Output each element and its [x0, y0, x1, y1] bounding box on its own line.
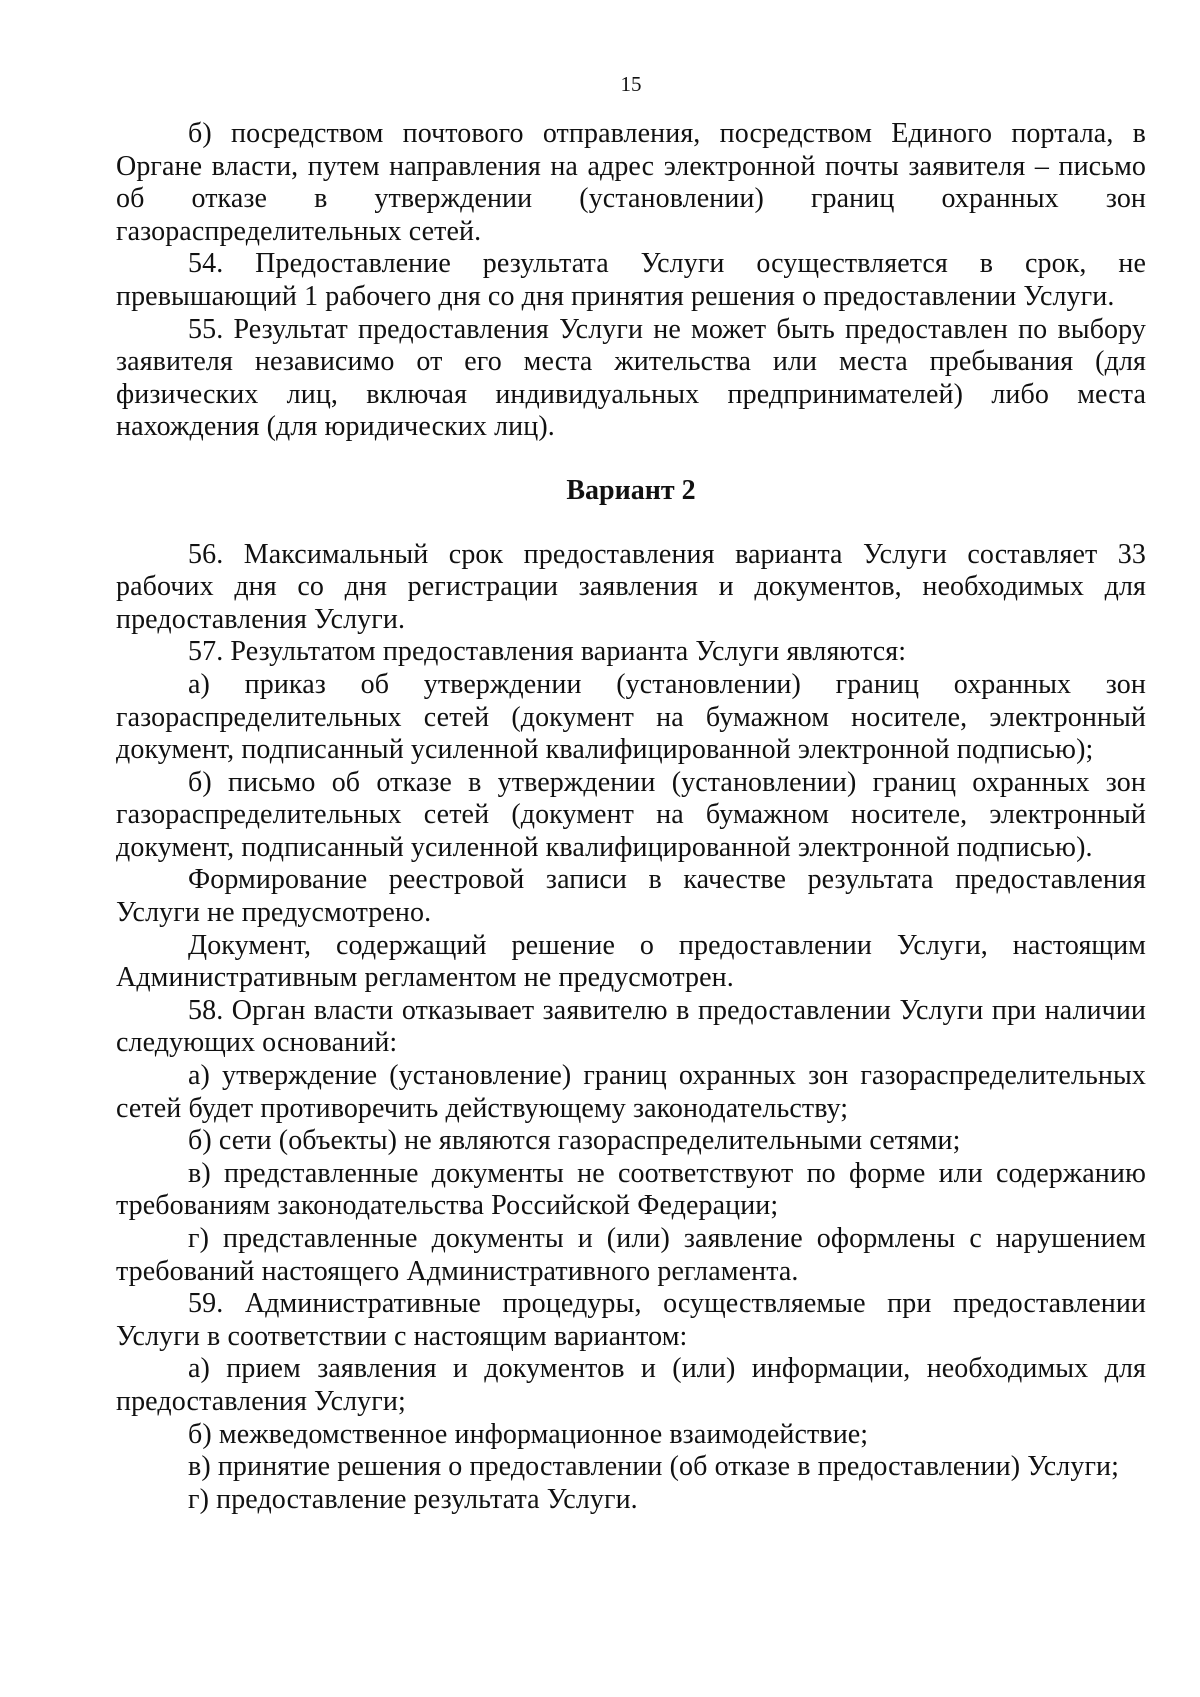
paragraph-58: 58. Орган власти отказывает заявителю в предоставлении Услуги при наличии следующих оснований:: [116, 994, 1146, 1059]
paragraph-59: 59. Административные процедуры, осуществляемые при предоставлении Услуги в соответствии с настоящим вариантом:: [116, 1288, 1146, 1352]
paragraph-58-item-b: б) сети (объекты) не являются газораспределительными сетями;: [188, 1125, 961, 1157]
document-body: [116, 118, 1146, 1516]
page-number: 15: [620, 72, 642, 96]
paragraph-decision-document: Документ, содержащий решение о предоставлении Услуги, настоящим Административным регламентом не предусмотрен.: [116, 929, 1146, 994]
paragraph-58-item-g: г) представленные документы и (или) заявление оформлены с нарушением требований настоящего Административного регламента.: [116, 1223, 1146, 1287]
paragraph-58-item-v: в) представленные документы не соответствуют по форме или содержанию требованиям законодательства Российской Федерации;: [116, 1157, 1146, 1222]
paragraph-58-item-a: а) утверждение (установление) границ охранных зон газораспределительных сетей будет противоречить действующему законодательству;: [116, 1060, 1146, 1124]
section-heading: Вариант 2: [566, 474, 696, 506]
paragraph-registry-record: Формирование реестровой записи в качестве результата предоставления Услуги не предусмотрено.: [116, 864, 1146, 929]
paragraph-57-item-b: б) письмо об отказе в утверждении (установлении) границ охранных зон газораспределительных сетей (документ на бумажном носителе, электронный документ, подписанный усиленной квалифицированной электронной подписью).: [116, 766, 1146, 863]
paragraph-56: 56. Максимальный срок предоставления варианта Услуги составляет 33 рабочих дня со дня регистрации заявления и документов, необходимых для предоставления Услуги.: [116, 538, 1146, 635]
spacer: [116, 508, 1146, 539]
paragraph-delivery-methods: б) посредством почтового отправления, посредством Единого портала, в Органе власти, путем направления на адрес электронной почты заявителя – письмо об отказе в утверждении (установлении) границ охранных зон газораспределительных сетей.: [116, 118, 1146, 247]
paragraph-59-item-b: б) межведомственное информационное взаимодействие;: [188, 1418, 869, 1450]
paragraph-59-item-g: г) предоставление результата Услуги.: [188, 1483, 638, 1515]
paragraph-57-item-a: а) приказ об утверждении (установлении) границ охранных зон газораспределительных сетей (документ на бумажном носителе, электронный документ, подписанный усиленной квалифицированной электронной подписью);: [116, 668, 1146, 766]
paragraph-57: 57. Результатом предоставления варианта Услуги являются:: [188, 636, 907, 668]
paragraph-59-item-v: в) принятие решения о предоставлении (об отказе в предоставлении) Услуги;: [188, 1451, 1120, 1483]
paragraph-59-item-a: а) прием заявления и документов и (или) информации, необходимых для предоставления Услуги;: [116, 1353, 1146, 1417]
spacer: [116, 444, 1146, 475]
paragraph-55: 55. Результат предоставления Услуги не может быть предоставлен по выбору заявителя независимо от его места жительства или места пребывания (для физических лиц, включая индивидуальных предпринимателей) либо места нахождения (для юридических лиц).: [116, 313, 1146, 443]
paragraph-54: 54. Предоставление результата Услуги осуществляется в срок, не превышающий 1 рабочего дня со дня принятия решения о предоставлении Услуги.: [116, 248, 1146, 312]
